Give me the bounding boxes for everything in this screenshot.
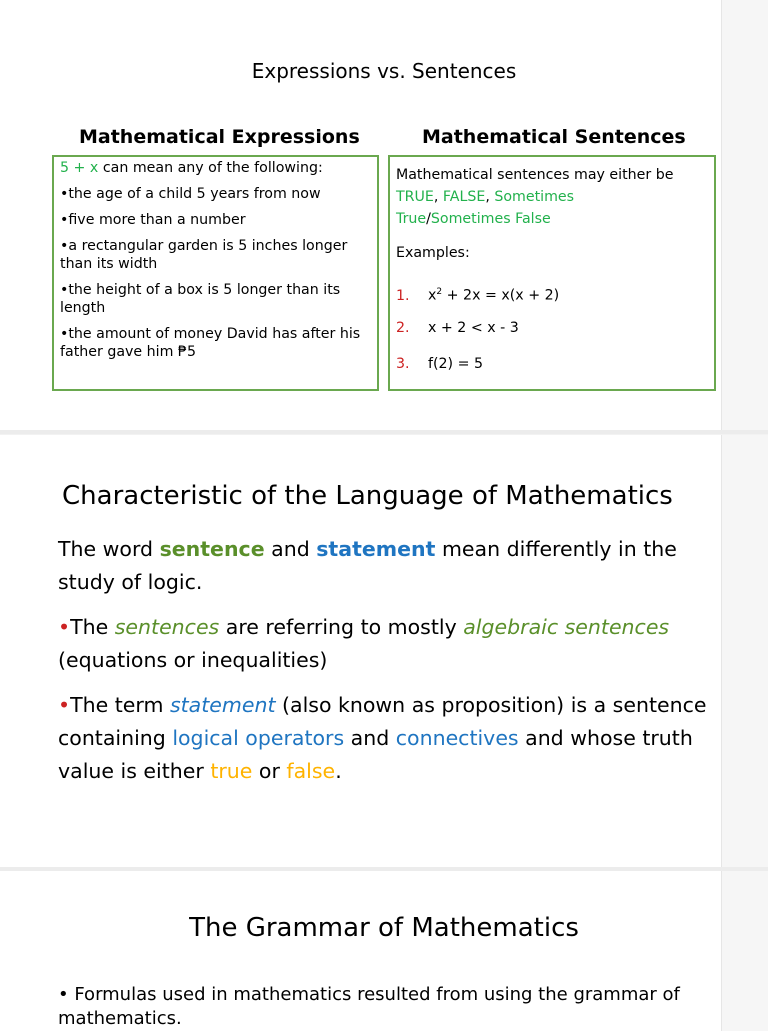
true-label: TRUE — [396, 189, 434, 205]
false-label: FALSE — [442, 189, 486, 205]
term-algebraic-sentences: algebraic sentences — [463, 615, 670, 639]
expressions-box — [52, 155, 379, 391]
bullet: • — [58, 693, 71, 717]
slide-edge — [721, 435, 768, 867]
sometimes-label: Sometimes — [494, 189, 575, 205]
example-exponent: 2 — [436, 287, 443, 297]
example-item — [396, 281, 559, 307]
text: mean differently in the study of logic. — [58, 537, 677, 594]
sentences-intro: Mathematical sentences may either be — [396, 167, 674, 183]
expression-item: •the height of a box is 5 longer than its length — [60, 282, 341, 316]
expression-item: •the amount of money David has after his father gave him ₱5 — [60, 326, 361, 360]
sometimes-false-label: Sometimes False — [430, 211, 551, 227]
slide2-title: Characteristic of the Language of Mathematics — [62, 481, 673, 511]
term-statement: statement — [169, 693, 276, 717]
bullet: • — [58, 615, 71, 639]
example-expr: f(2) = 5 — [428, 356, 484, 372]
slide-characteristic — [0, 435, 768, 867]
sentences-box — [388, 155, 716, 391]
paragraph-sentence-statement — [58, 533, 718, 599]
text: . — [335, 759, 342, 783]
expression-item: •the age of a child 5 years from now — [60, 186, 321, 202]
text: (also known as proposition) is a sentence containing — [58, 693, 707, 750]
separator: , — [485, 189, 495, 205]
example-expr: x + 2 < x - 3 — [428, 320, 519, 336]
slide-separator — [0, 430, 768, 434]
lead-text: can mean any of the following: — [98, 160, 323, 176]
slash: / — [426, 211, 431, 227]
example-number: 2. — [396, 320, 410, 336]
paragraph-sentences — [58, 611, 718, 677]
term-sentences: sentences — [114, 615, 220, 639]
expressions-heading: Mathematical Expressions — [79, 126, 360, 148]
term-statement: statement — [316, 537, 436, 561]
grammar-bullet: • Formulas used in mathematics resulted from using the grammar of mathematics. — [58, 984, 680, 1029]
text: The term — [70, 693, 170, 717]
term-connectives: connectives — [395, 726, 519, 750]
text: or — [252, 759, 287, 783]
text: are referring to mostly — [219, 615, 464, 639]
lead-expression: 5 + x — [60, 160, 99, 176]
slide1-title: Expressions vs. Sentences — [251, 59, 517, 83]
example-item — [396, 317, 519, 339]
example-item — [396, 353, 483, 375]
term-sentence: sentence — [159, 537, 265, 561]
example-expr: x — [428, 287, 437, 304]
slide-edge — [721, 871, 768, 1031]
sometimes-values — [396, 208, 708, 230]
sometimes-true-label: True — [396, 211, 427, 227]
expression-item: •five more than a number — [60, 212, 246, 228]
example-number: 1. — [396, 287, 410, 304]
term-false: false — [286, 759, 336, 783]
slide-expressions-vs-sentences — [0, 0, 768, 430]
expression-item: •a rectangular garden is 5 inches longer than its width — [60, 238, 348, 272]
text: The word — [58, 537, 160, 561]
slide-grammar — [0, 871, 768, 1031]
slide3-title: The Grammar of Mathematics — [189, 913, 579, 943]
text: and — [264, 537, 317, 561]
text: The — [70, 615, 115, 639]
example-number: 3. — [396, 356, 410, 372]
expressions-lead — [60, 159, 371, 177]
term-true: true — [210, 759, 253, 783]
sentences-heading: Mathematical Sentences — [422, 126, 686, 148]
example-expr: + 2x = x(x + 2) — [442, 287, 560, 304]
text: and whose truth value is either — [58, 726, 693, 783]
separator: , — [433, 189, 443, 205]
term-logical-operators: logical operators — [172, 726, 345, 750]
text: and — [344, 726, 396, 750]
examples-label: Examples: — [396, 245, 470, 261]
truth-values — [396, 186, 708, 208]
text: (equations or inequalities) — [58, 648, 328, 672]
paragraph-statement — [58, 689, 718, 788]
